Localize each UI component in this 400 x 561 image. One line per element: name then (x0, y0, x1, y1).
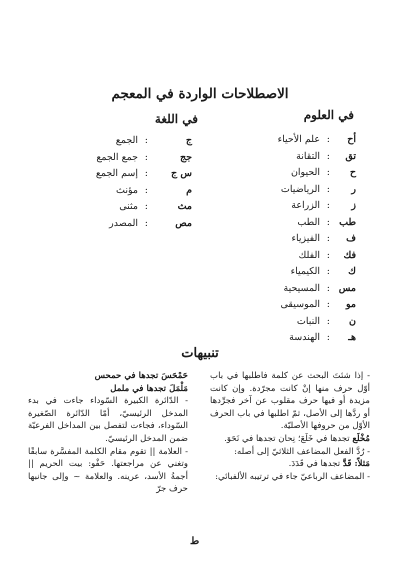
note-paragraph (28, 370, 188, 383)
term: الرياضيات (280, 183, 320, 195)
abbreviation: جج (179, 151, 192, 163)
page-number: ط (190, 536, 200, 547)
term: التقانة (296, 150, 320, 162)
abbreviation: ز (351, 200, 356, 211)
term: الفلك (298, 249, 320, 261)
notes-left-column (28, 370, 188, 496)
sciences-heading: في العلوم (303, 108, 354, 122)
language-item (42, 199, 192, 216)
separator: : (326, 282, 330, 294)
language-item (42, 150, 192, 167)
separator: : (144, 201, 148, 212)
separator: : (326, 134, 330, 145)
separator: : (144, 151, 148, 163)
term: إسم الجمع (95, 168, 138, 179)
abbreviation: أح (347, 134, 356, 145)
term: الكيمياء (290, 266, 320, 277)
note-text: مَلْمَلَ تجدها في ململ (110, 383, 188, 394)
sciences-item (206, 215, 356, 232)
sciences-item (206, 248, 356, 265)
sciences-item (206, 264, 356, 281)
abbreviation: ن (349, 315, 356, 327)
notes-heading: تنبيهات (181, 346, 219, 361)
separator: : (144, 168, 148, 179)
notes-right-column (210, 370, 370, 483)
abbreviation: ر (351, 183, 356, 195)
note-text: - المضاعف الرباعيّ جاء في ترتيبه الألفبائي: (215, 471, 370, 482)
separator: : (326, 216, 330, 228)
term: الطب (297, 216, 320, 228)
abbreviation: ج (185, 135, 192, 146)
note-paragraph (210, 471, 370, 484)
note-lead: مُخْلَع (352, 433, 370, 444)
language-abbreviation-list (42, 133, 192, 232)
abbreviation: ح (349, 167, 356, 178)
separator: : (326, 200, 330, 211)
term: النبات (296, 315, 320, 327)
term: علم الأحياء (277, 134, 320, 145)
term: الموسيقى (280, 299, 320, 310)
term: جمع الجمع (96, 151, 138, 163)
separator: : (326, 150, 330, 162)
sciences-item (206, 165, 356, 182)
separator: : (326, 266, 330, 277)
note-paragraph (210, 446, 370, 459)
sciences-item (206, 297, 356, 314)
term: مثنى (119, 201, 138, 212)
abbreviation: تق (345, 150, 356, 162)
sciences-item (206, 198, 356, 215)
note-lead: مَثلاً: قَدَّ (342, 459, 370, 470)
abbreviation: س ج (170, 168, 192, 179)
abbreviation: ف (346, 233, 356, 244)
page-title: الاصطلاحات الواردة في المعجم (111, 86, 289, 102)
note-paragraph (28, 446, 188, 496)
abbreviation: هـ (348, 332, 356, 343)
note-paragraph (210, 370, 370, 433)
language-heading: في اللغة (154, 112, 198, 126)
abbreviation: مص (175, 217, 192, 229)
sciences-item (206, 149, 356, 166)
sciences-abbreviation-list (206, 132, 356, 347)
term: الزراعة (291, 200, 320, 211)
note-text: - العلامة || تقوم مقام الكلمة المفسَّرة سابقًا وتغني عن مراجعتها. حَفْو: بيت الحريم || أجمةُ الأسد، عرينه. والعلامة ~ وإلى جانبها حرف جرّ (28, 446, 188, 495)
separator: : (326, 167, 330, 178)
separator: : (144, 135, 148, 146)
note-text: تجدها في خَلَعَ؛ نِحان تجدها في نَحَوَ. (224, 433, 350, 444)
sciences-item (206, 281, 356, 298)
sciences-item (206, 330, 356, 347)
language-item (42, 183, 192, 200)
abbreviation: فك (343, 249, 356, 261)
abbreviation: ك (348, 266, 356, 277)
note-text: تجدها في قَدَدَ. (288, 459, 341, 470)
separator: : (144, 217, 148, 229)
sciences-item (206, 231, 356, 248)
note-paragraph (210, 433, 370, 446)
language-item (42, 166, 192, 183)
term: الفيزياء (291, 233, 320, 244)
term: الهندسة (289, 332, 320, 343)
separator: : (326, 315, 330, 327)
abbreviation: مو (346, 299, 356, 310)
separator: : (326, 249, 330, 261)
sciences-item (206, 314, 356, 331)
note-paragraph (210, 458, 370, 471)
separator: : (326, 332, 330, 343)
note-text: - الدّائرة الكبيرة السّوداء جاءت في بدء المدخل الرئيسيّ، أمّا الدّائرة الصّغيرة السّوداء، فجاءت لتفصل بين المداخل الفرعيّة ضمن المدخل الرئيسيّ. (28, 396, 188, 444)
separator: : (326, 183, 330, 195)
note-paragraph (28, 383, 188, 396)
sciences-item (206, 182, 356, 199)
abbreviation: طب (339, 216, 356, 228)
abbreviation: مث (177, 201, 192, 212)
sciences-item (206, 132, 356, 149)
note-paragraph (28, 395, 188, 445)
note-text: - إذا شئتَ البحث عن كلمة فاطلبها في باب أوّل حرف منها إنْ كانت مجرّدة. وإن كانت مزيدة أو فيها حرف مقلوب عن آخر فجرِّدها أو ردَّها إلى الأصل، ثمّ اطلبها في باب الحرف الأوّل من حروفها الأصليّة. (210, 371, 370, 432)
term: المسيحية (283, 282, 320, 294)
abbreviation: مس (338, 282, 356, 294)
separator: : (326, 233, 330, 244)
term: المصدر (109, 217, 138, 229)
separator: : (326, 299, 330, 310)
term: مؤنث (116, 184, 138, 196)
term: الحيوان (290, 167, 320, 178)
note-text: - رُدَّ الفعل المضاعف الثلاثيّ إلى أصله: (234, 446, 370, 457)
abbreviation: م (186, 184, 192, 196)
separator: : (144, 184, 148, 196)
language-item (42, 133, 192, 150)
language-item (42, 216, 192, 233)
note-text: حَمْحَسَ تجدها في حمحس (94, 371, 188, 381)
term: الجمع (115, 135, 138, 146)
